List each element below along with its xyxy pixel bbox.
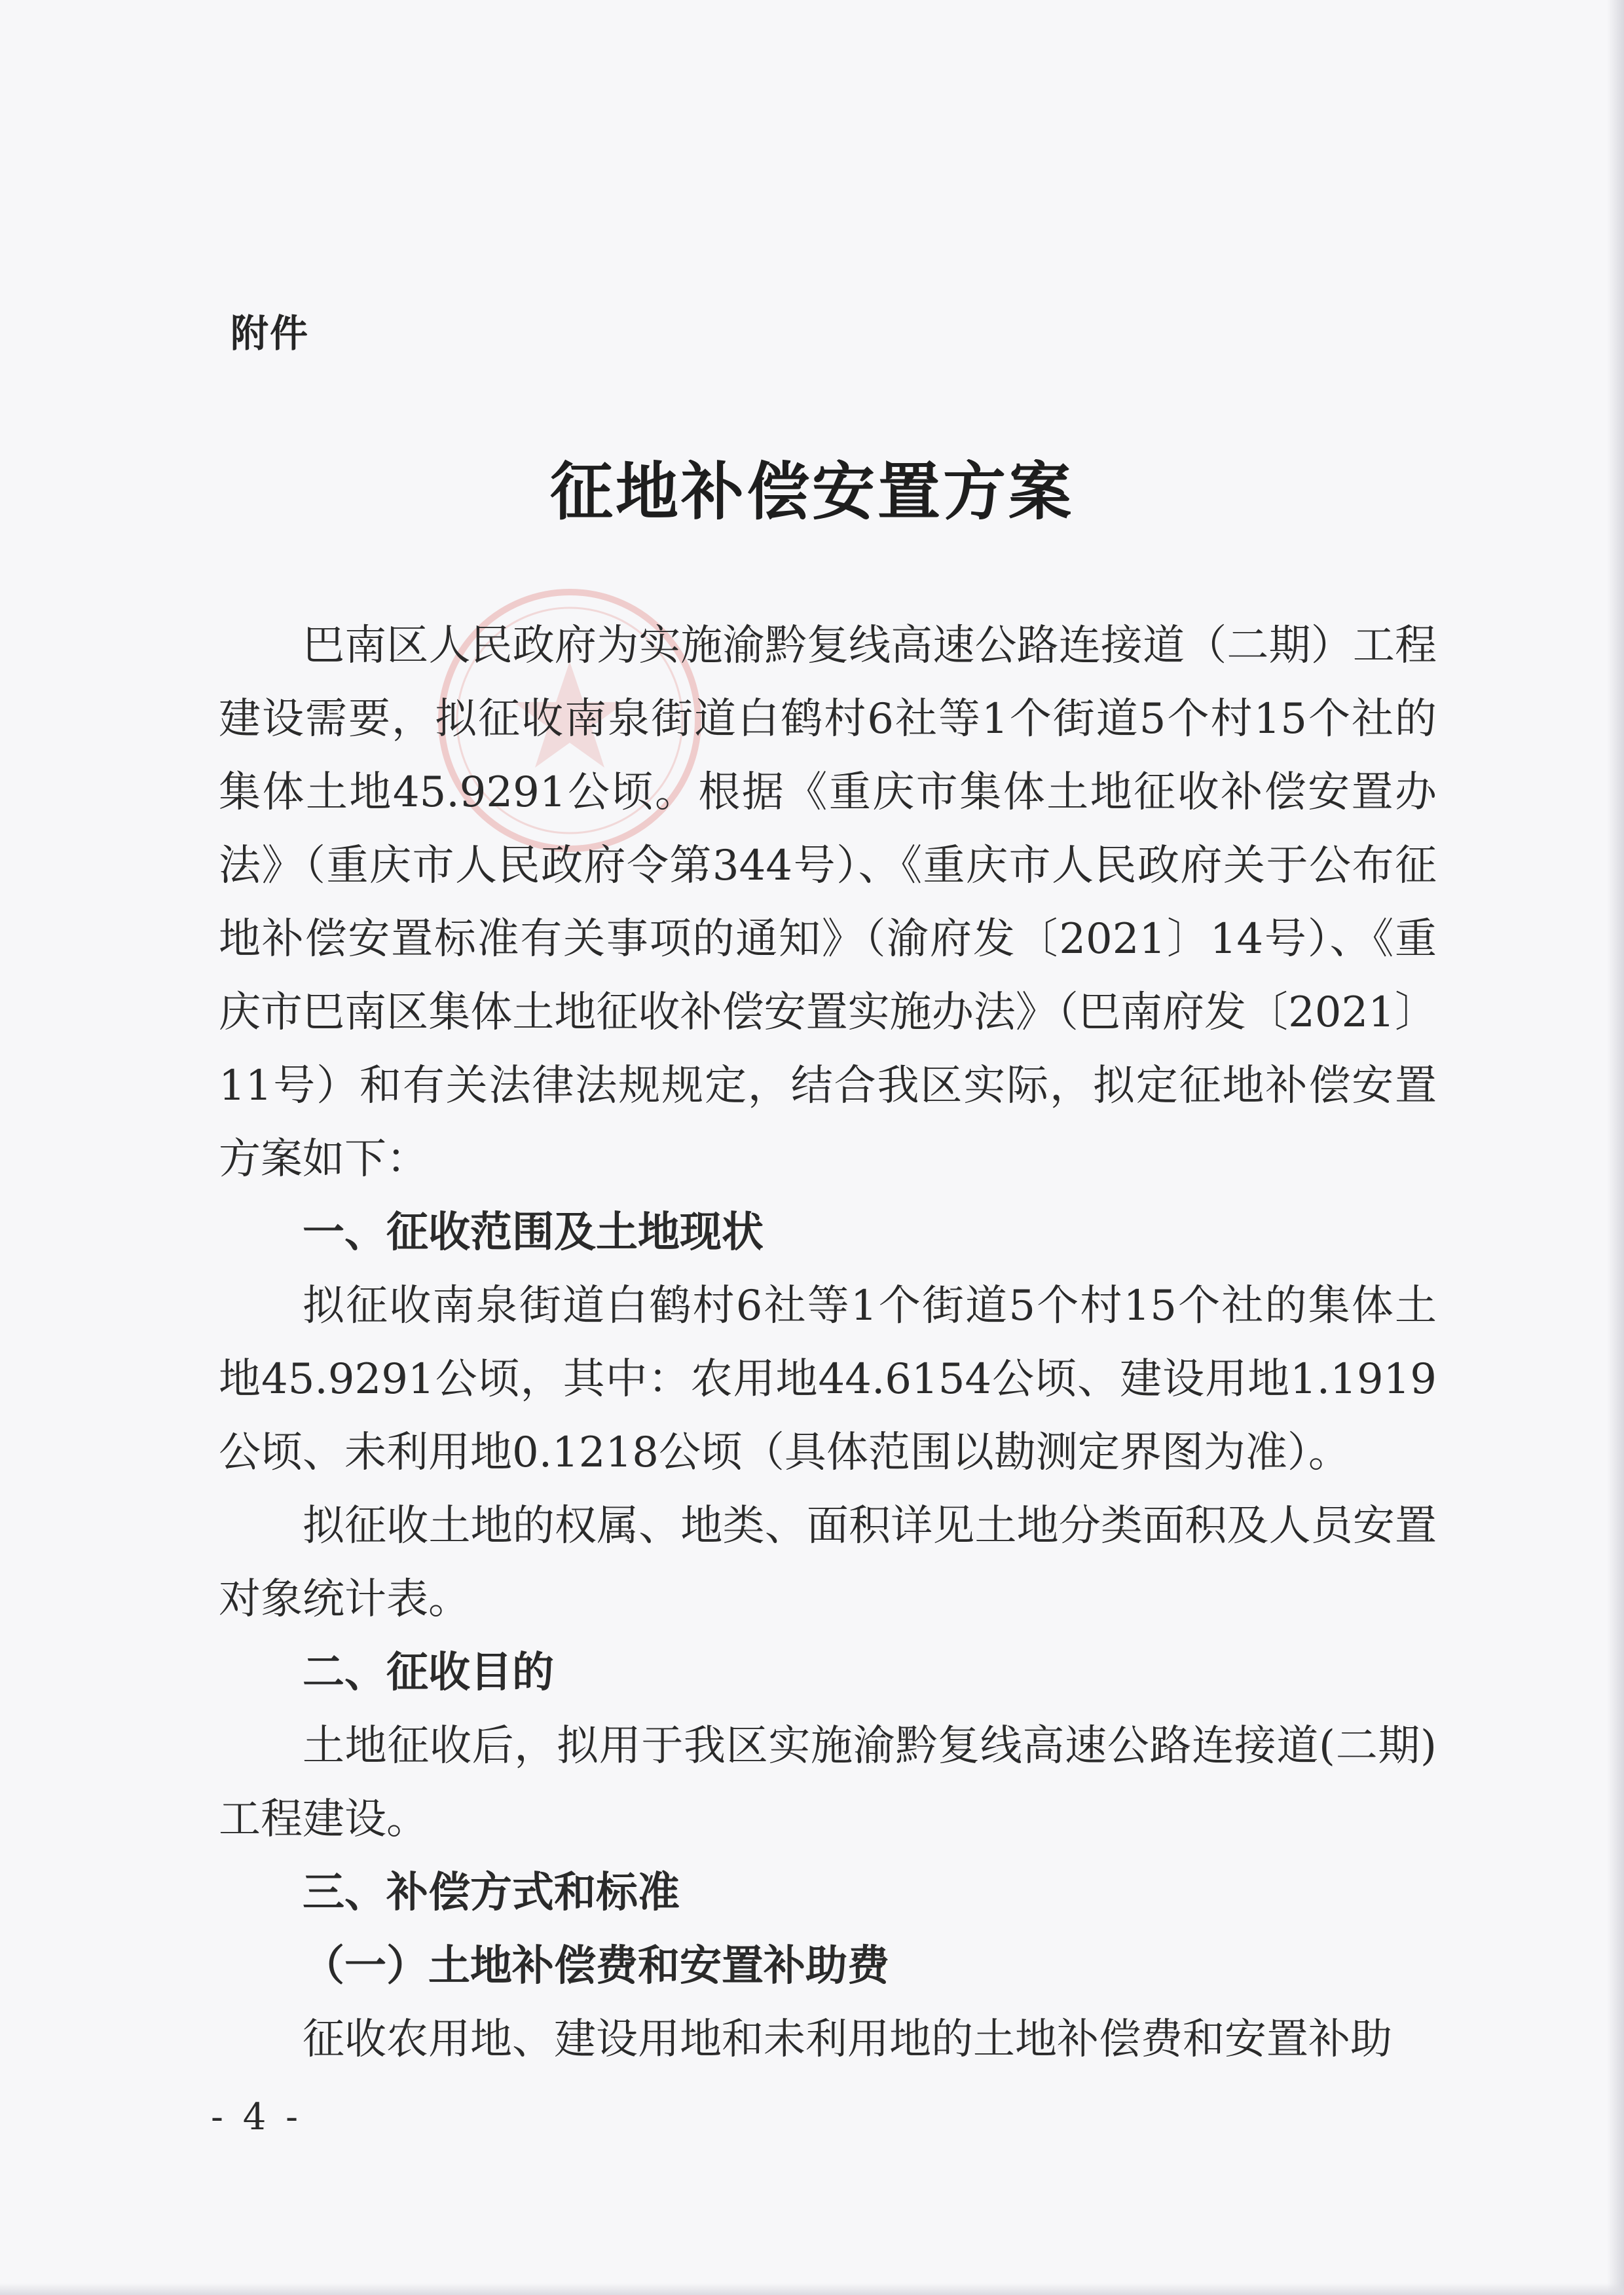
subsection-heading-land-compensation: （一）土地补偿费和安置补助费 [303,1941,889,1990]
scan-edge-bottom [0,2283,1624,2295]
intro-paragraph: 巴南区人民政府为实施渝黔复线高速公路连接道（二期）工程建设需要，拟征收南泉街道白鹤村6社等1个街道5个村15个社的集体土地45.9291公顷。根据《重庆市集体土地征收补偿安置办法》（重庆市人民政府令第344号）、《重庆市人民政府关于公布征地补偿安置标准有关事项的通知》（渝府发〔2021〕14号）、《重庆市巴南区集体土地征收补偿安置实施办法》（巴南府发〔2021〕11号）和有关法律法规规定，结合我区实际，拟定征地补偿安置方案如下： [219,622,1437,1184]
document-body [219,609,1437,2076]
compensation-paragraph: 征收农用地、建设用地和未利用地的土地补偿费和安置补助 [303,2015,1392,2064]
section-heading-compensation: 三、补偿方式和标准 [303,1869,680,1917]
document-title: 征地补偿安置方案 [550,455,1074,529]
scan-edge-right [1607,0,1624,2295]
page-number: - 4 - [211,2096,303,2138]
section-heading-purpose: 二、征收目的 [303,1649,554,1697]
scope-paragraph: 拟征收南泉街道白鹤村6社等1个街道5个村15个社的集体土地45.9291公顷，其中：农用地44.6154公顷、建设用地1.1919公顷、未利用地0.1218公顷（具体范围以勘测定界图为准）。 [219,1282,1437,1477]
attachment-label: 附件 [231,311,310,356]
section-heading-scope: 一、征收范围及土地现状 [303,1208,764,1257]
ownership-paragraph: 拟征收土地的权属、地类、面积详见土地分类面积及人员安置对象统计表。 [219,1502,1437,1624]
purpose-paragraph: 土地征收后，拟用于我区实施渝黔复线高速公路连接道(二期)工程建设。 [219,1722,1437,1844]
